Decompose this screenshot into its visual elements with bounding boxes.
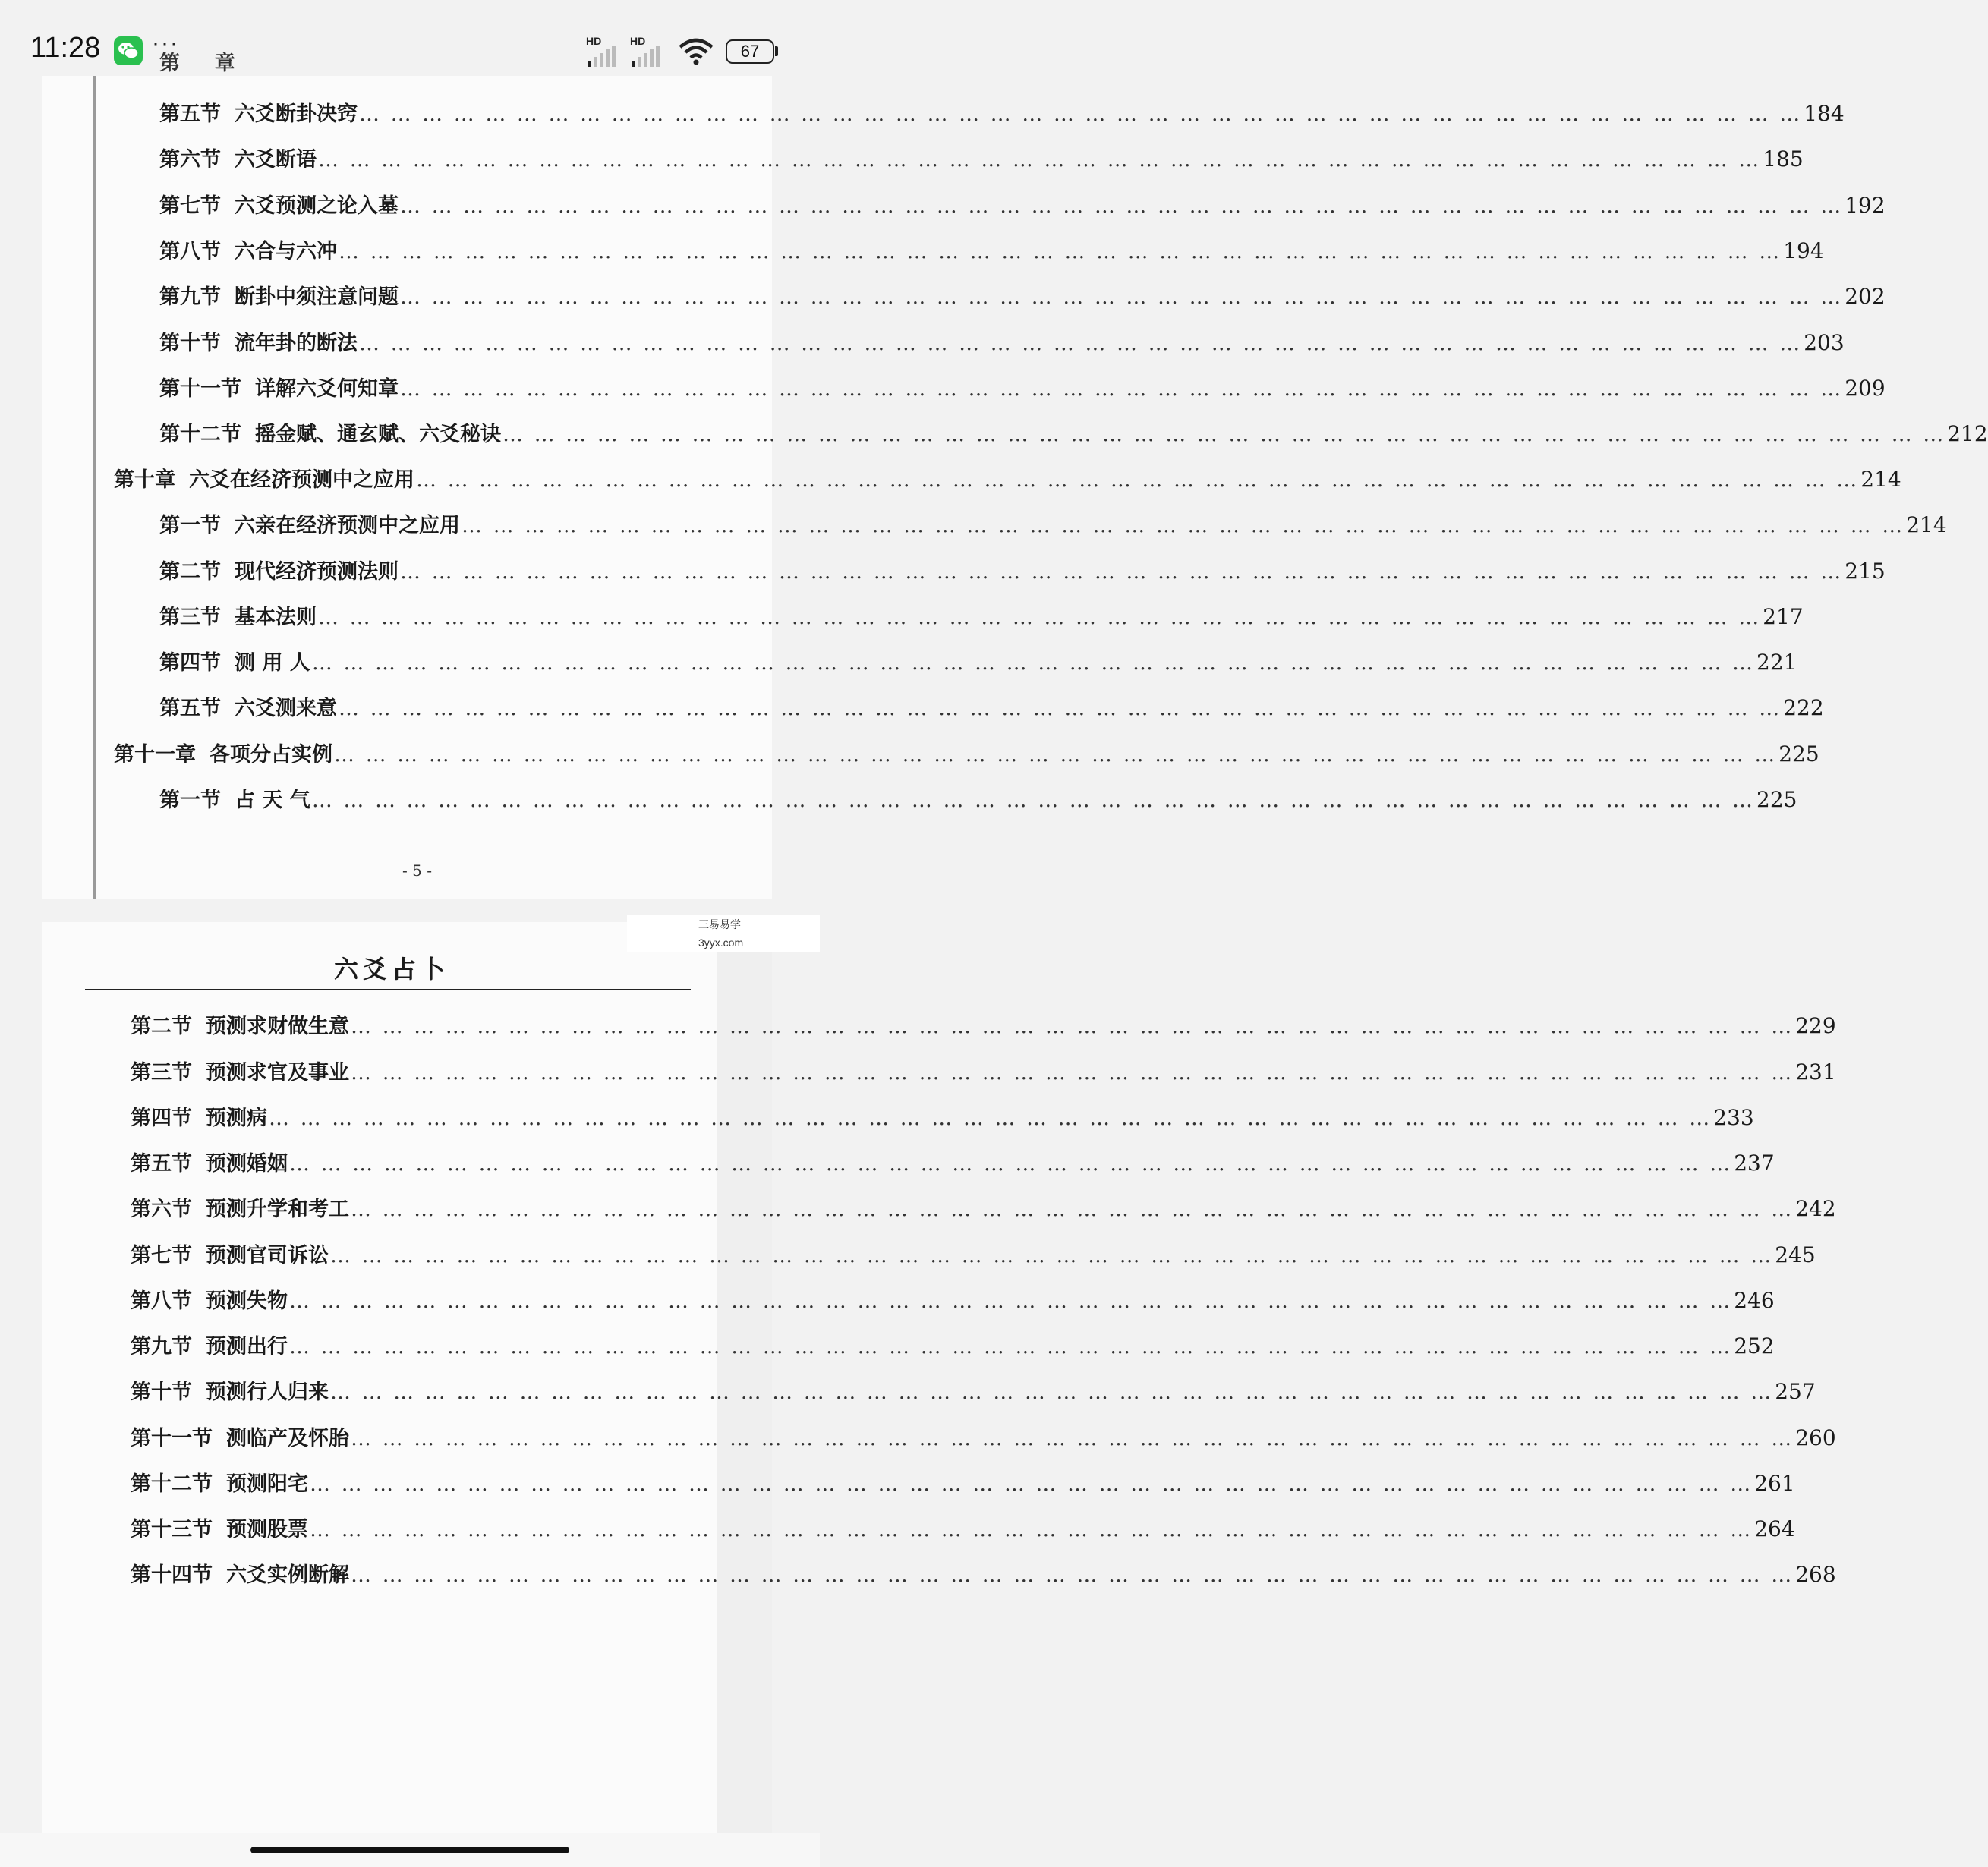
toc-chapter[interactable]: 第十一章 各项分占实例 … … … … … … … … … … … … … … … … … … … … … … … … … … … … … … … … … … … … … … … … … … … … … … 225 (114, 738, 721, 774)
toc-entry[interactable]: 第五节 六爻断卦决窍 … … … … … … … … … … … … … … … … … … … … … … … … … … … … … … … … … … … … … … … … … … … … … … 184 (159, 97, 721, 134)
page-binding-line (93, 76, 96, 899)
toc-entry[interactable]: 第七节 预测官司诉讼 … … … … … … … … … … … … … … … … … … … … … … … … … … … … … … … … … … … … … … … … … … … … … … 245 (131, 1239, 689, 1275)
page-number-footer: - 5 - (402, 861, 432, 880)
toc-chapter[interactable]: 第十章 六爻在经济预测中之应用 … … … … … … … … … … … … … … … … … … … … … … … … … … … … … … … … … … … … … … … … … … … … … … 214 (114, 463, 721, 499)
battery-tip (775, 46, 778, 56)
toc-entry[interactable]: 第六节 预测升学和考工 … … … … … … … … … … … … … … … … … … … … … … … … … … … … … … … … … … … … … … … … … … … … … … 242 (131, 1192, 689, 1229)
battery-icon: 67 (726, 39, 774, 64)
toc-entry[interactable]: 第十二节 预测阳宅 … … … … … … … … … … … … … … … … … … … … … … … … … … … … … … … … … … … … … … … … … … … … … … 261 (131, 1467, 689, 1503)
toc-entry[interactable]: 第三节 预测求官及事业 … … … … … … … … … … … … … … … … … … … … … … … … … … … … … … … … … … … … … … … … … … … … … … 231 (131, 1056, 689, 1092)
toc-entry[interactable]: 第三节 基本法则 … … … … … … … … … … … … … … … … … … … … … … … … … … … … … … … … … … … … … … … … … … … … … … 217 (159, 600, 721, 637)
toc-entry[interactable]: 第十节 流年卦的断法 … … … … … … … … … … … … … … … … … … … … … … … … … … … … … … … … … … … … … … … … … … … … … … 203 (159, 326, 721, 363)
more-notifications-icon: ··· (152, 30, 179, 55)
toc-entry[interactable]: 第八节 六合与六冲 … … … … … … … … … … … … … … … … … … … … … … … … … … … … … … … … … … … … … … … … … … … … … … 194 (159, 235, 721, 271)
toc-entry[interactable]: 第五节 预测婚姻 … … … … … … … … … … … … … … … … … … … … … … … … … … … … … … … … … … … … … … … … … … … … … … 237 (131, 1147, 689, 1183)
toc-entry[interactable]: 第十一节 详解六爻何知章 … … … … … … … … … … … … … … … … … … … … … … … … … … … … … … … … … … … … … … … … … … … … … … 209 (159, 372, 721, 408)
toc-entry[interactable]: 第十节 预测行人归来 … … … … … … … … … … … … … … … … … … … … … … … … … … … … … … … … … … … … … … … … … … … … … … 257 (131, 1375, 689, 1412)
page-edge-shadow (717, 922, 772, 1833)
toc-entry[interactable]: 第二节 现代经济预测法则 … … … … … … … … … … … … … … … … … … … … … … … … … … … … … … … … … … … … … … … … … … … … … … 215 (159, 555, 721, 591)
toc-entry[interactable]: 第六节 六爻断语 … … … … … … … … … … … … … … … … … … … … … … … … … … … … … … … … … … … … … … … … … … … … … … 185 (159, 143, 721, 179)
toc-entry[interactable]: 第十四节 六爻实例断解 … … … … … … … … … … … … … … … … … … … … … … … … … … … … … … … … … … … … … … … … … … … … … … 268 (131, 1558, 689, 1595)
wifi-icon (677, 38, 715, 65)
toc-entry[interactable]: 第一节 占 天 气 … … … … … … … … … … … … … … … … … … … … … … … … … … … … … … … … … … … … … … … … … … … … … … 225 (159, 783, 721, 820)
toc-entry[interactable]: 第八节 预测失物 … … … … … … … … … … … … … … … … … … … … … … … … … … … … … … … … … … … … … … … … … … … … … … 246 (131, 1284, 689, 1321)
toc-entry[interactable]: 第四节 测 用 人 … … … … … … … … … … … … … … … … … … … … … … … … … … … … … … … … … … … … … … … … … … … … … … 221 (159, 646, 721, 682)
toc-entry[interactable]: 第四节 预测病 … … … … … … … … … … … … … … … … … … … … … … … … … … … … … … … … … … … … … … … … … … … … … … 233 (131, 1101, 689, 1138)
running-header: 六爻占卜 (334, 955, 450, 984)
header-rule (85, 989, 691, 990)
watermark-title: 三易易学 (698, 918, 741, 930)
cropped-previous-line: 第 章 (159, 52, 477, 75)
toc-entry[interactable]: 第九节 断卦中须注意问题 … … … … … … … … … … … … … … … … … … … … … … … … … … … … … … … … … … … … … … … … … … … … … … 202 (159, 280, 721, 316)
wechat-icon[interactable] (114, 36, 143, 65)
toc-entry[interactable]: 第十二节 摇金赋、通玄赋、六爻秘诀 … … … … … … … … … … … … … … … … … … … … … … … … … … … … … … … … … … … … … … … … … … … … … … 212 (159, 417, 721, 454)
toc-entry[interactable]: 第五节 六爻测来意 … … … … … … … … … … … … … … … … … … … … … … … … … … … … … … … … … … … … … … … … … … … … … … 222 (159, 691, 721, 728)
toc-entry[interactable]: 第九节 预测出行 … … … … … … … … … … … … … … … … … … … … … … … … … … … … … … … … … … … … … … … … … … … … … … 252 (131, 1330, 689, 1366)
status-bar: 11:28 ··· HD HD 67 (0, 0, 820, 76)
toc-entry[interactable]: 第十三节 预测股票 … … … … … … … … … … … … … … … … … … … … … … … … … … … … … … … … … … … … … … … … … … … … … … 264 (131, 1513, 689, 1549)
home-indicator[interactable] (250, 1847, 569, 1853)
toc-entry[interactable]: 第二节 预测求财做生意 … … … … … … … … … … … … … … … … … … … … … … … … … … … … … … … … … … … … … … … … … … … … … … 229 (131, 1009, 689, 1046)
toc-entry[interactable]: 第十一节 测临产及怀胎 … … … … … … … … … … … … … … … … … … … … … … … … … … … … … … … … … … … … … … … … … … … … … … 260 (131, 1422, 689, 1458)
watermark-url: 3yyx.com (698, 937, 744, 949)
site-watermark (627, 915, 820, 952)
toc-entry[interactable]: 第七节 六爻预测之论入墓 … … … … … … … … … … … … … … … … … … … … … … … … … … … … … … … … … … … … … … … … … … … … … … 192 (159, 189, 721, 225)
toc-entry[interactable]: 第一节 六亲在经济预测中之应用 … … … … … … … … … … … … … … … … … … … … … … … … … … … … … … … … … … … … … … … … … … … … … … 214 (159, 508, 721, 545)
status-time: 11:28 (30, 32, 101, 64)
